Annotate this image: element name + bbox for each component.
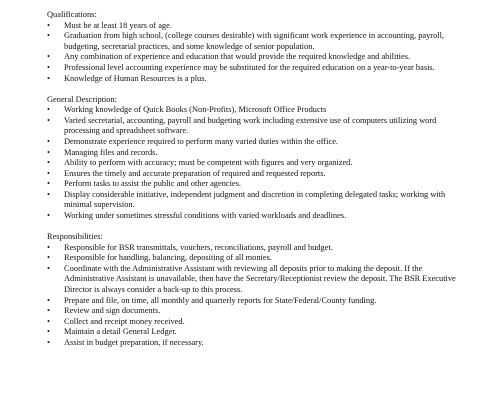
list-item: • Varied secretarial, accounting, payroll and budgeting work including extensive use of computers utilizing word processing and spreadsheet software. [47, 116, 467, 137]
list-item: • Perform tasks to assist the public and other agencies. [47, 179, 467, 190]
responsibilities-section [47, 232, 467, 349]
section-heading: Responsibilities: [47, 232, 103, 242]
list-item: • Professional level accounting experience may be substituted for the required education on a year-to-year basis. [47, 63, 467, 74]
list-item: • Display considerable initiative, independent judgment and discretion in completing delegated tasks; working with minimal supervision. [47, 190, 467, 211]
list-item: • Knowledge of Human Resources is a plus. [47, 74, 467, 85]
qualifications-section [47, 10, 467, 84]
list-item: • Collect and receipt money received. [47, 317, 467, 328]
list-item: • Any combination of experience and education that would provide the required knowledge and abilities. [47, 52, 467, 63]
general-description-section [47, 95, 467, 222]
section-heading: General Description: [47, 94, 117, 104]
list-item: • Ensures the timely and accurate preparation of required and requested reports. [47, 169, 467, 180]
list-item: • Demonstrate experience required to perform many varied duties within the office. [47, 137, 467, 148]
qualifications-list [47, 21, 467, 85]
general-description-list [47, 105, 467, 222]
list-item: • Working under sometimes stressful conditions with varied workloads and deadlines. [47, 211, 467, 222]
list-item: • Assist in budget preparation, if necessary. [47, 338, 467, 349]
list-item: • Working knowledge of Quick Books (Non-Profits), Microsoft Office Products [47, 105, 467, 116]
list-item: • Must be at least 18 years of age. [47, 21, 467, 32]
list-item: • Graduation from high school, (college courses desirable) with significant work experience in accounting, payroll, budgeting, secretarial practices, and some knowledge of senior population. [47, 31, 467, 52]
document-page [47, 10, 467, 349]
list-item: • Prepare and file, on time, all monthly and quarterly reports for State/Federal/County funding. [47, 296, 467, 307]
list-item: • Managing files and records. [47, 148, 467, 159]
list-item: • Responsible for handling, balancing, depositing of all monies. [47, 253, 467, 264]
list-item: • Coordinate with the Administrative Assistant with reviewing all deposits prior to making the deposit. If the Administrative Assistant is unavailable, then have the Secretary/Receptionist review the deposit. The BSR Executive Director is always consider a back-up to this process. [47, 264, 467, 296]
list-item: • Maintain a detail General Ledger. [47, 327, 467, 338]
responsibilities-list [47, 243, 467, 349]
list-item: • Responsible for BSR transmittals, vouchers, reconciliations, payroll and budget. [47, 243, 467, 254]
list-item: • Ability to perform with accuracy; must be competent with figures and very organized. [47, 158, 467, 169]
section-heading: Qualifications: [47, 10, 97, 19]
list-item: • Review and sign documents. [47, 306, 467, 317]
